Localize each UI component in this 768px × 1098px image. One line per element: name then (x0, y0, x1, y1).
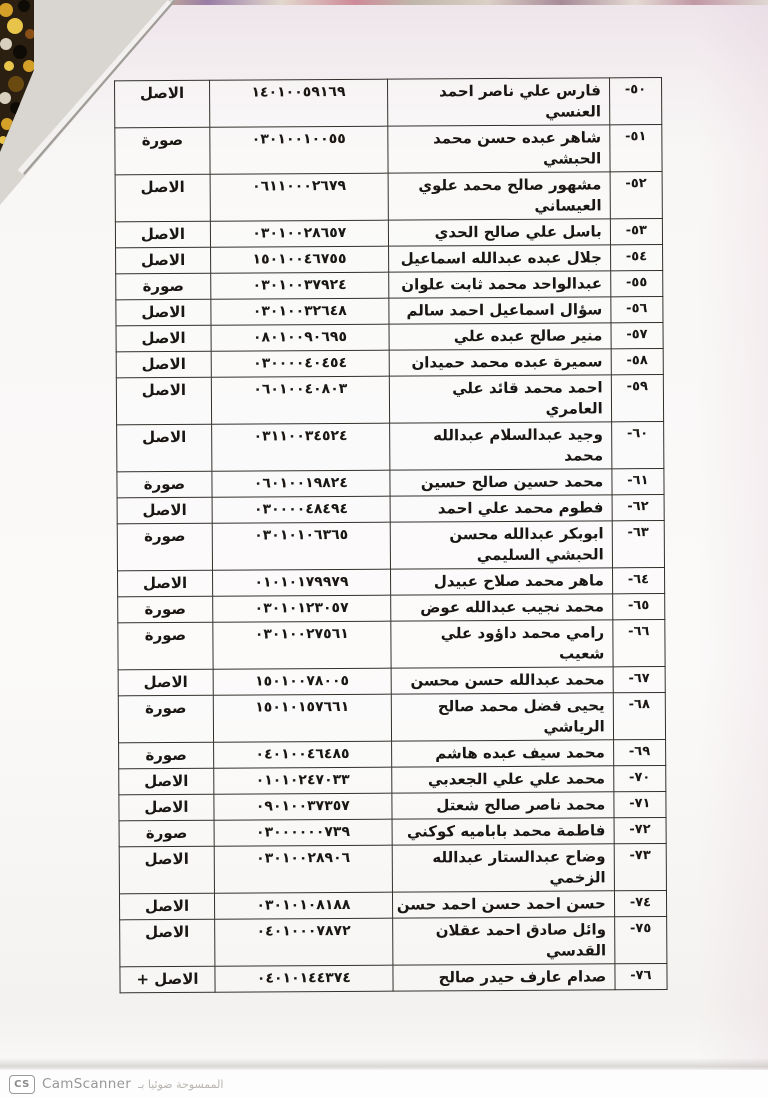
id-number-cell: ١٤٠١٠٠٥٩١٦٩ (209, 79, 387, 127)
id-number-cell: ٠١٠١٠٢٤٧٠٣٣ (214, 767, 392, 794)
row-number-cell: -٥٢ (610, 172, 663, 219)
status-cell: الاصل (119, 794, 214, 821)
row-number-cell: -٦٠ (611, 421, 664, 468)
status-cell: الاصل (118, 570, 213, 597)
name-cell: فارس علي ناصر احمد العنسي (387, 78, 609, 126)
name-cell: وضاح عبدالستار عبدالله الزخمي (392, 844, 614, 892)
name-cell: سؤال اسماعيل احمد سالم (389, 297, 611, 324)
row-number-cell: -٥٦ (611, 296, 663, 322)
id-number-cell: ٠٣١١٠٠٣٤٥٢٤ (212, 423, 390, 471)
table-row (116, 296, 663, 325)
row-number-cell: -٧٤ (614, 890, 666, 916)
name-cell: عبدالواحد محمد ثابت علوان (389, 271, 611, 298)
table-row (118, 593, 665, 622)
table-row (116, 322, 663, 351)
row-number-cell: -٦٩ (613, 739, 665, 765)
camscanner-logo-icon: CS (9, 1075, 35, 1094)
status-cell: الاصل (115, 221, 210, 248)
id-number-cell: ٠٨٠١٠٠٩٠٦٩٥ (211, 324, 389, 351)
table-row (115, 219, 662, 248)
table-row (116, 348, 663, 377)
name-cell: احمد محمد قائد علي العامري (389, 375, 611, 423)
table-row (115, 125, 662, 175)
id-number-cell: ٠٣٠٠٠٠٠٠٧٣٩ (214, 819, 392, 846)
id-number-cell: ٠٣٠٠٠٠٤٨٤٩٤ (212, 496, 390, 523)
table-row (116, 244, 663, 273)
row-number-cell: -٦٧ (613, 666, 665, 692)
table-row (115, 78, 662, 128)
name-cell: يحيى فضل محمد صالح الرياشي (391, 693, 613, 741)
status-cell: صورة (117, 471, 212, 498)
status-cell: الاصل (119, 893, 214, 920)
name-cell: محمد نجيب عبدالله عوض (390, 594, 612, 621)
id-number-cell: ٠٣٠١٠١٠٨١٨٨ (214, 892, 392, 919)
name-cell: محمد سيف عبده هاشم (391, 740, 613, 767)
status-cell: الاصل (115, 80, 210, 128)
name-cell: حسن احمد حسن احمد حسن (392, 891, 614, 918)
camscanner-brand: CamScanner (42, 1076, 132, 1092)
id-number-cell: ٠٣٠١٠٠٢٨٦٥٧ (210, 220, 388, 247)
name-cell: محمد ناصر صالح شعتل (392, 792, 614, 819)
name-cell: رامي محمد داؤود علي شعيب (391, 620, 613, 668)
status-cell: الاصل (117, 424, 212, 472)
status-cell: الاصل (116, 299, 211, 326)
records-table (114, 77, 668, 993)
status-cell: صورة (119, 742, 214, 769)
name-cell: شاهر عبده حسن محمد الحبشي (388, 125, 610, 173)
row-number-cell: -٦١ (612, 468, 664, 494)
row-number-cell: -٧٢ (614, 817, 666, 843)
name-cell: ابوبكر عبدالله محسن الحبشي السليمي (390, 521, 612, 569)
status-cell: صورة (117, 523, 212, 571)
id-number-cell: ١٥٠١٠١٥٧٦٦١ (213, 694, 391, 742)
row-number-cell: -٦٥ (612, 593, 664, 619)
table-row (117, 494, 664, 523)
row-number-cell: -٥٤ (610, 244, 662, 270)
id-number-cell: ٠٦٠١٠٠١٩٨٢٤ (212, 470, 390, 497)
id-number-cell: ٠٦٠١٠٠٤٠٨٠٣ (211, 376, 389, 424)
name-cell: محمد حسين صالح حسين (390, 469, 612, 496)
name-cell: محمد عبدالله حسن محسن (391, 667, 613, 694)
status-cell: الاصل (115, 174, 210, 222)
table-row (118, 619, 665, 669)
row-number-cell: -٦٤ (612, 567, 664, 593)
table-row (119, 843, 666, 893)
id-number-cell: ٠٤٠١٠١٤٤٣٧٤ (215, 965, 393, 992)
status-cell: الاصل (116, 351, 211, 378)
status-cell: الاصل (116, 325, 211, 352)
name-cell: باسل علي صالح الحدي (388, 219, 610, 246)
table-row (119, 817, 666, 846)
id-number-cell: ٠١٠١٠١٧٩٩٧٩ (212, 569, 390, 596)
row-number-cell: -٦٣ (612, 520, 665, 567)
row-number-cell: -٧١ (614, 791, 666, 817)
row-number-cell: -٥٨ (611, 348, 663, 374)
id-number-cell: ٠٤٠١٠٠٤٦٤٨٥ (214, 741, 392, 768)
id-number-cell: ٠٣٠١٠٠٣٧٩٢٤ (211, 272, 389, 299)
camscanner-footer (0, 1070, 768, 1098)
status-cell: صورة (118, 622, 213, 670)
row-number-cell: -٥٥ (610, 270, 662, 296)
status-cell: صورة (116, 273, 211, 300)
id-number-cell: ٠٩٠١٠٠٣٧٣٥٧ (214, 793, 392, 820)
id-number-cell: ٠٣٠١٠٠٣٢٦٤٨ (211, 298, 389, 325)
id-number-cell: ١٥٠١٠٠٧٨٠٠٥ (213, 668, 391, 695)
row-number-cell: -٦٨ (613, 692, 666, 739)
status-cell: صورة (115, 127, 210, 175)
id-number-cell: ٠٣٠٠٠٠٤٠٤٥٤ (211, 350, 389, 377)
name-cell: مشهور صالح محمد علوي العيساني (388, 172, 610, 220)
table-row (116, 374, 663, 424)
row-number-cell: -٥٣ (610, 219, 662, 245)
table-row (119, 765, 666, 794)
table-row (117, 421, 664, 471)
id-number-cell: ٠٣٠١٠٠٢٨٩٠٦ (214, 845, 392, 893)
name-cell: وائل صادق احمد عقلان القدسي (392, 917, 614, 965)
name-cell: جلال عبده عبدالله اسماعيل (388, 245, 610, 272)
row-number-cell: -٧٠ (613, 765, 665, 791)
status-cell: الاصل (118, 669, 213, 696)
table-row (120, 916, 667, 966)
records-table-body (115, 78, 668, 993)
table-row (119, 791, 666, 820)
status-cell: الاصل (120, 919, 215, 967)
table-row (118, 692, 665, 742)
row-number-cell: -٦٢ (612, 494, 664, 520)
id-number-cell: ٠٣٠١٠٠١٠٠٥٥ (210, 126, 388, 174)
row-number-cell: -٥١ (610, 125, 663, 172)
id-number-cell: ٠٦١١٠٠٠٢٦٧٩ (210, 173, 388, 221)
row-number-cell: -٥٧ (611, 322, 663, 348)
table-row (118, 666, 665, 695)
row-number-cell: -٧٦ (615, 963, 667, 989)
table-row (120, 963, 667, 992)
table-row (116, 270, 663, 299)
name-cell: فاطمة محمد باباميه كوكني (392, 818, 614, 845)
table-row (119, 739, 666, 768)
name-cell: وجيد عبدالسلام عبدالله محمد (389, 422, 611, 470)
scanned-with-label: الممسوحة ضوئيا بـ (138, 1077, 224, 1091)
status-cell: الاصل (117, 497, 212, 524)
id-number-cell: ٠٣٠١٠٠٢٧٥٦١ (213, 621, 391, 669)
name-cell: محمد علي علي الجعدبي (392, 766, 614, 793)
status-cell: الاصل + (120, 966, 215, 993)
row-number-cell: -٧٥ (614, 916, 667, 963)
row-number-cell: -٧٣ (614, 843, 667, 890)
table-row (117, 520, 664, 570)
status-cell: صورة (118, 596, 213, 623)
name-cell: فطوم محمد علي احمد (390, 495, 612, 522)
name-cell: ماهر محمد صلاح عبيدل (390, 568, 612, 595)
status-cell: صورة (119, 820, 214, 847)
name-cell: صدام عارف حيدر صالح (393, 964, 615, 991)
name-cell: منير صالح عبده علي (389, 323, 611, 350)
table-row (119, 890, 666, 919)
status-cell: الاصل (116, 377, 211, 425)
id-number-cell: ٠٣٠١٠١٠٦٣٦٥ (212, 522, 390, 570)
status-cell: الاصل (119, 768, 214, 795)
row-number-cell: -٥٩ (611, 374, 664, 421)
id-number-cell: ٠٤٠١٠٠٠٧٨٧٢ (215, 918, 393, 966)
table-row (118, 567, 665, 596)
row-number-cell: -٦٦ (613, 619, 666, 666)
row-number-cell: -٥٠ (609, 78, 662, 125)
table-row (115, 172, 662, 222)
id-number-cell: ١٥٠١٠٠٤٦٧٥٥ (211, 246, 389, 273)
status-cell: صورة (118, 695, 213, 743)
name-cell: سميرة عبده محمد حميدان (389, 349, 611, 376)
status-cell: الاصل (119, 846, 214, 894)
status-cell: الاصل (116, 247, 211, 274)
id-number-cell: ٠٣٠١٠١٢٣٠٥٧ (213, 595, 391, 622)
table-row (117, 468, 664, 497)
